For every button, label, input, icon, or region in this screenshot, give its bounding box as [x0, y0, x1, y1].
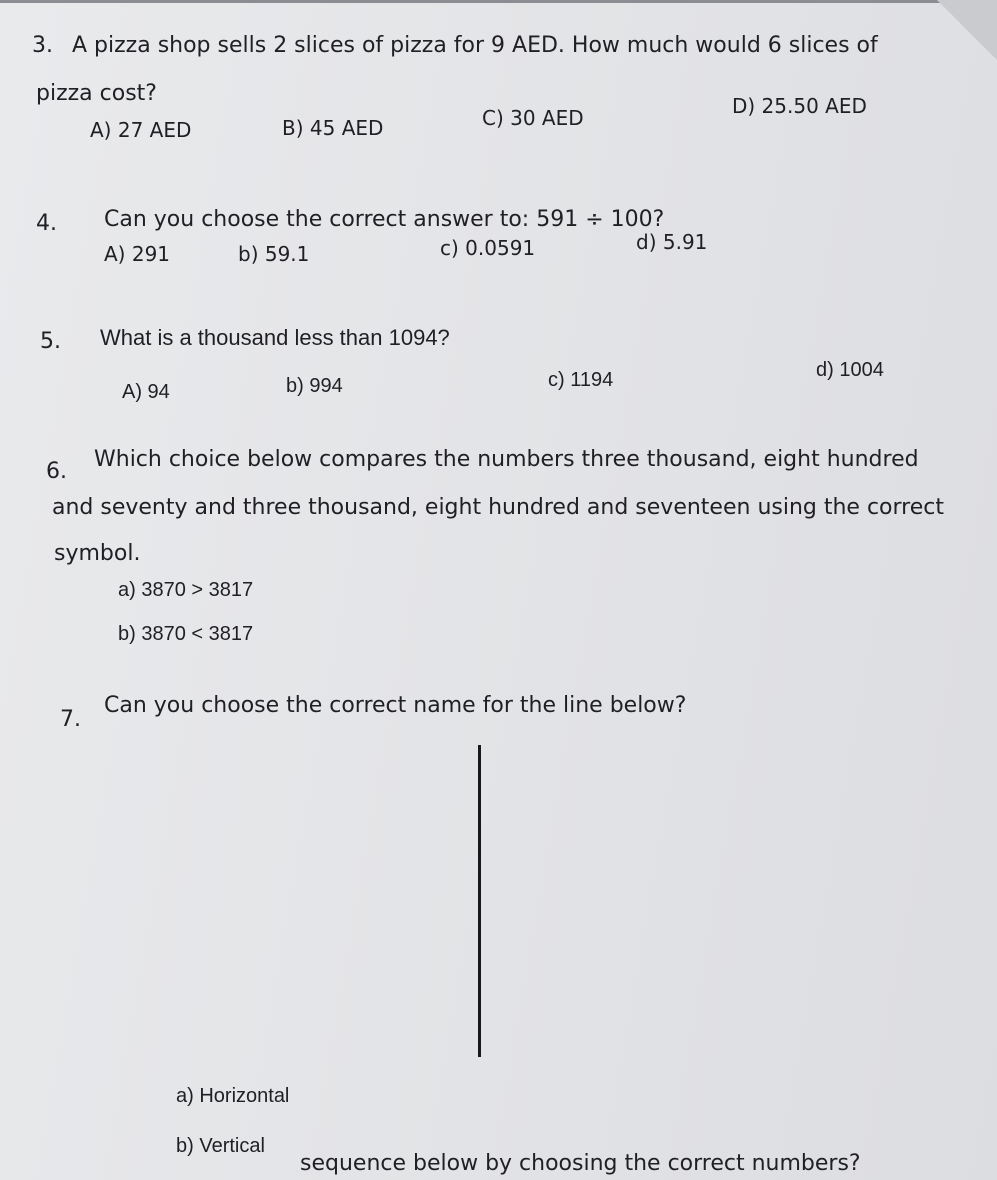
- q3-option-a[interactable]: A) 27 AED: [90, 118, 192, 142]
- next-question-cutoff-text: sequence below by choosing the correct numbers?: [300, 1151, 861, 1176]
- q5-number: 5.: [40, 329, 61, 354]
- q7-number: 7.: [60, 707, 81, 732]
- q5-option-b[interactable]: b) 994: [286, 375, 343, 397]
- top-border: [0, 0, 997, 3]
- q5-option-d[interactable]: d) 1004: [816, 359, 884, 381]
- q3-text-line1: A pizza shop sells 2 slices of pizza for 9 AED. How much would 6 slices of: [72, 33, 878, 58]
- q5-option-c[interactable]: c) 1194: [548, 369, 614, 391]
- q6-text-line2: and seventy and three thousand, eight hundred and seventeen using the correct: [52, 495, 944, 520]
- q4-number: 4.: [36, 211, 57, 236]
- q4-option-c[interactable]: c) 0.0591: [440, 236, 536, 260]
- q6-text-line3: symbol.: [54, 541, 141, 566]
- paper-fold-corner: [937, 0, 997, 60]
- q7-text: Can you choose the correct name for the line below?: [104, 693, 687, 718]
- vertical-line-figure: [478, 745, 481, 1057]
- q7-option-a[interactable]: a) Horizontal: [176, 1085, 290, 1107]
- q4-option-b[interactable]: b) 59.1: [238, 242, 310, 266]
- q4-option-a[interactable]: A) 291: [104, 242, 171, 266]
- q6-option-a[interactable]: a) 3870 > 3817: [118, 579, 254, 601]
- q5-option-a[interactable]: A) 94: [122, 381, 170, 403]
- q7-option-b[interactable]: b) Vertical: [176, 1135, 265, 1157]
- q3-number: 3.: [32, 33, 53, 58]
- q3-option-d[interactable]: D) 25.50 AED: [732, 94, 867, 118]
- q5-text: What is a thousand less than 1094?: [100, 325, 450, 350]
- q3-option-c[interactable]: C) 30 AED: [482, 106, 584, 130]
- q3-option-b[interactable]: B) 45 AED: [282, 116, 384, 140]
- q6-option-b[interactable]: b) 3870 < 3817: [118, 623, 254, 645]
- q4-text: Can you choose the correct answer to: 591 ÷ 100?: [104, 207, 665, 232]
- q6-text-line1: Which choice below compares the numbers three thousand, eight hundred: [94, 447, 919, 472]
- q3-text-line2: pizza cost?: [36, 81, 157, 106]
- q4-option-d[interactable]: d) 5.91: [636, 230, 708, 254]
- q6-number: 6.: [46, 459, 67, 484]
